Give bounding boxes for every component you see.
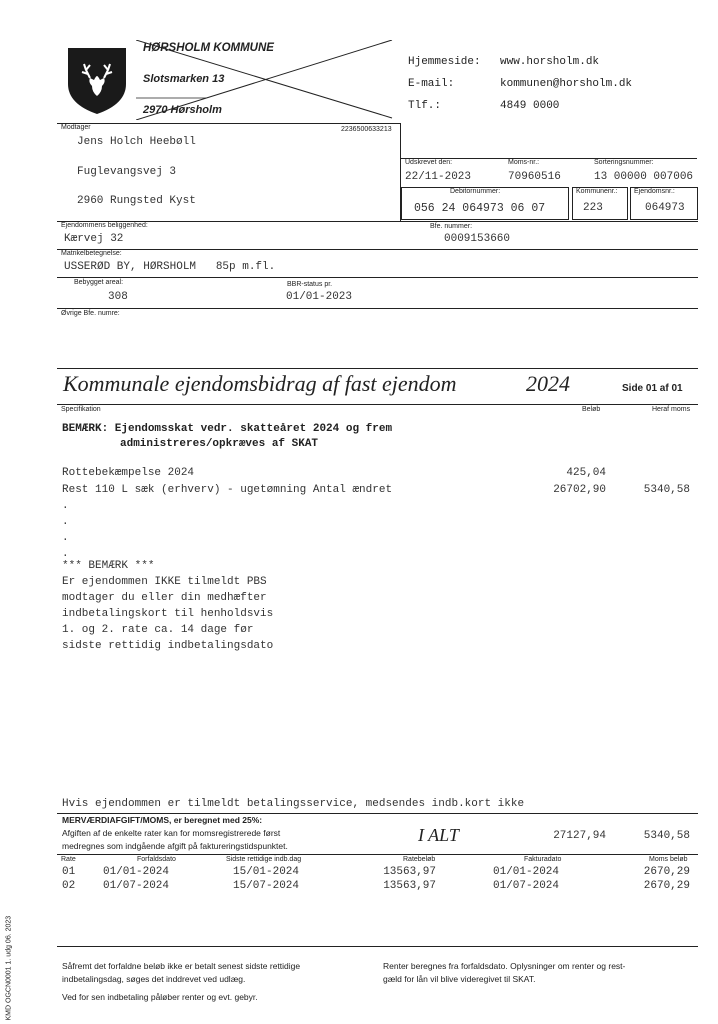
issued-value: 22/11-2023 bbox=[405, 171, 472, 183]
rate-vat-header: Moms beløb bbox=[649, 856, 688, 863]
rate-last: 15/07-2024 bbox=[233, 880, 300, 892]
location-value: Kærvej 32 bbox=[64, 233, 124, 245]
remark-title: *** BEMÆRK *** bbox=[62, 560, 155, 572]
sender-city: 2970 Hørsholm bbox=[143, 104, 222, 116]
debtor-value: 056 24 064973 06 07 bbox=[414, 202, 546, 215]
last-day-header: Sidste rettidige indb.dag bbox=[226, 856, 302, 863]
remark-line: modtager du eller din medhæfter bbox=[62, 592, 267, 604]
sender-street: Slotsmarken 13 bbox=[143, 73, 225, 85]
service-note: Hvis ejendommen er tilmeldt betalingsservice, medsendes indb.kort ikke bbox=[62, 798, 525, 810]
item-vat: 5340,58 bbox=[643, 484, 690, 496]
sort-value: 13 00000 007006 bbox=[594, 171, 694, 183]
issued-label: Udskrevet den: bbox=[405, 159, 453, 166]
vat-header: Heraf moms bbox=[652, 406, 691, 413]
cadastral-value: USSERØD BY, HØRSHOLM 85p m.fl. bbox=[64, 261, 276, 273]
municipality-label: Kommunenr.: bbox=[576, 188, 618, 195]
amount-header: Beløb bbox=[582, 406, 601, 413]
address-cross-out bbox=[136, 40, 394, 120]
remark-line: indbetalingskort til henholdsvis bbox=[62, 608, 274, 620]
dot: . bbox=[62, 516, 69, 528]
website-value[interactable]: www.horsholm.dk bbox=[500, 56, 600, 68]
bbr-value: 01/01-2023 bbox=[286, 291, 353, 303]
sender-name: HØRSHOLM KOMMUNE bbox=[143, 42, 274, 54]
sort-label: Sorteringsnummer: bbox=[594, 159, 654, 166]
vat-info-title: MERVÆRDIAFGIFT/MOMS, er beregnet med 25%: bbox=[62, 815, 263, 825]
phone-value: 4849 0000 bbox=[500, 100, 560, 112]
rate-due: 01/07-2024 bbox=[103, 880, 170, 892]
email-value[interactable]: kommunen@horsholm.dk bbox=[500, 78, 633, 90]
item-amount: 425,04 bbox=[566, 467, 606, 479]
rate-amount: 13563,97 bbox=[383, 866, 436, 878]
total-vat: 5340,58 bbox=[643, 830, 690, 842]
remark-line: 1. og 2. rate ca. 14 dage før bbox=[62, 624, 254, 636]
recipient-label: Modtager bbox=[61, 124, 91, 131]
bbr-label: BBR-status pr. bbox=[287, 281, 333, 288]
rate-no: 01 bbox=[62, 866, 76, 878]
footer-left-3: Ved for sen indbetaling påløber renter og evt. gebyr. bbox=[62, 992, 258, 1002]
rate-amount: 13563,97 bbox=[383, 880, 436, 892]
municipality-value: 223 bbox=[583, 202, 603, 214]
spec-header: Specifikation bbox=[61, 406, 101, 413]
rate-last: 15/01-2024 bbox=[233, 866, 300, 878]
due-header: Forfaldsdato bbox=[137, 856, 176, 863]
location-label: Ejendommens beliggenhed: bbox=[61, 222, 148, 229]
phone-label: Tlf.: bbox=[408, 100, 442, 112]
recipient-code: 2236500633213 bbox=[341, 126, 392, 133]
dot: . bbox=[62, 548, 69, 560]
footer-right-1: Renter beregnes fra forfaldsdato. Oplysninger om renter og rest- bbox=[383, 961, 626, 971]
item-text: Rest 110 L sæk (erhverv) - ugetømning Antal ændret bbox=[62, 484, 393, 496]
remark-line: Er ejendommen IKKE tilmeldt PBS bbox=[62, 576, 267, 588]
area-label: Bebygget areal: bbox=[74, 279, 124, 286]
document-year: 2024 bbox=[526, 371, 570, 396]
logo-shield bbox=[66, 46, 128, 116]
area-value: 308 bbox=[108, 291, 128, 303]
bfe-value: 0009153660 bbox=[444, 233, 511, 245]
vat-info-line-2: medregnes som indgående afgift på faktureringstidspunktet. bbox=[62, 841, 288, 851]
dot: . bbox=[62, 532, 69, 544]
property-no-value: 064973 bbox=[645, 202, 685, 214]
vat-no-value: 70960516 bbox=[508, 171, 561, 183]
recipient-city: 2960 Rungsted Kyst bbox=[77, 195, 196, 207]
item-amount: 26702,90 bbox=[553, 484, 606, 496]
footer-right-2: gæld for lån vil blive videregivet til SKAT. bbox=[383, 974, 536, 984]
form-code: KMD OGCN0001 1. udg 06. 2023 bbox=[5, 915, 13, 1021]
footer-left-1: Såfremt det forfaldne beløb ikke er betalt senest sidste rettidige bbox=[62, 961, 301, 971]
bfe-label: Bfe. nummer: bbox=[430, 223, 473, 230]
rate-vat: 2670,29 bbox=[643, 866, 690, 878]
recipient-name: Jens Holch Heebøll bbox=[77, 136, 196, 148]
rate-no: 02 bbox=[62, 880, 76, 892]
document-title: Kommunale ejendomsbidrag af fast ejendom bbox=[63, 371, 457, 396]
vat-no-label: Moms-nr.: bbox=[508, 159, 540, 166]
footer-left-2: indbetalingsdag, søges det inddrevet ved udlæg. bbox=[62, 974, 246, 984]
remark-line: sidste rettidig indbetalingsdato bbox=[62, 640, 274, 652]
website-label: Hjemmeside: bbox=[408, 56, 481, 68]
rate-invoice: 01/07-2024 bbox=[493, 880, 560, 892]
other-bfe-label: Øvrige Bfe. numre: bbox=[61, 310, 120, 317]
rate-due: 01/01-2024 bbox=[103, 866, 170, 878]
item-text: Rottebekæmpelse 2024 bbox=[62, 467, 195, 479]
page-indicator: Side 01 af 01 bbox=[622, 383, 683, 394]
email-label: E-mail: bbox=[408, 78, 455, 90]
rate-amount-header: Ratebeløb bbox=[403, 856, 436, 863]
deer-crest-icon bbox=[66, 46, 128, 116]
note-line-1: BEMÆRK: Ejendomsskat vedr. skatteåret 2024 og frem bbox=[62, 423, 393, 435]
rate-header: Rate bbox=[61, 856, 76, 863]
debtor-label: Debitornummer: bbox=[450, 188, 501, 195]
rate-vat: 2670,29 bbox=[643, 880, 690, 892]
property-no-label: Ejendomsnr.: bbox=[634, 188, 675, 195]
total-amount: 27127,94 bbox=[553, 830, 606, 842]
rate-invoice: 01/01-2024 bbox=[493, 866, 560, 878]
note-line-2: administreres/opkræves af SKAT bbox=[120, 438, 319, 450]
cadastral-label: Matrikelbetegnelse: bbox=[61, 250, 122, 257]
dot: . bbox=[62, 500, 69, 512]
recipient-street: Fuglevangsvej 3 bbox=[77, 166, 177, 178]
invoice-header: Fakturadato bbox=[524, 856, 562, 863]
vat-info-line-1: Afgiften af de enkelte rater kan for momsregistrerede først bbox=[62, 828, 281, 838]
total-label: I ALT bbox=[418, 825, 459, 845]
